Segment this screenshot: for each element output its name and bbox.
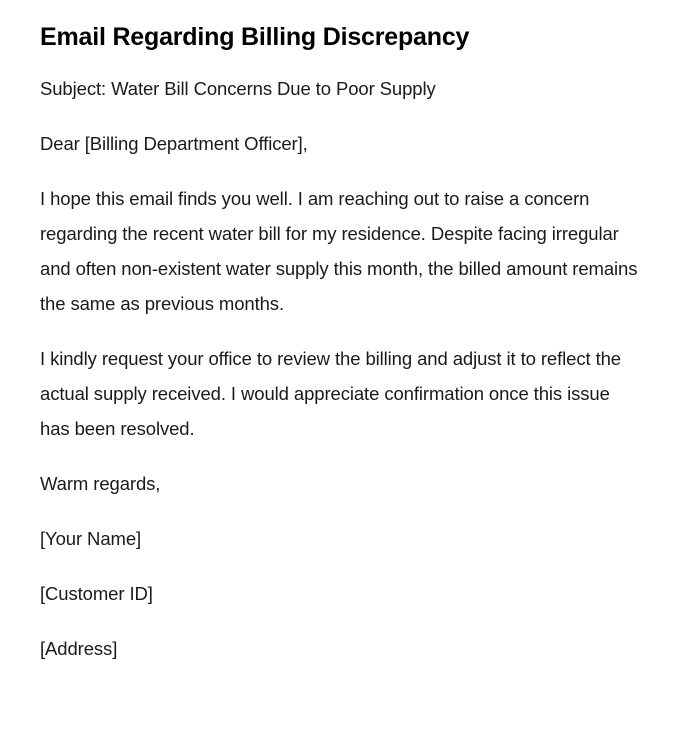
signature-customer-id: [Customer ID] <box>40 583 153 605</box>
closing-line: Warm regards, <box>40 473 161 495</box>
salutation: Dear [Billing Department Officer], <box>40 133 308 155</box>
body-paragraph-1: I hope this email finds you well. I am reaching out to raise a concern regarding the recent water bill for my residence. Despite facing irregular and often non-existent water supply this month, the billed amount remains the same as previous months. <box>40 188 638 315</box>
signature-address: [Address] <box>40 638 118 660</box>
signature-name: [Your Name] <box>40 528 142 550</box>
page-title: Email Regarding Billing Discrepancy <box>40 23 470 51</box>
body-paragraph-2: I kindly request your office to review the billing and adjust it to reflect the actual supply received. I would appreciate confirmation once this issue has been resolved. <box>40 348 621 440</box>
email-body <box>40 71 640 666</box>
subject-line: Subject: Water Bill Concerns Due to Poor Supply <box>40 78 436 100</box>
